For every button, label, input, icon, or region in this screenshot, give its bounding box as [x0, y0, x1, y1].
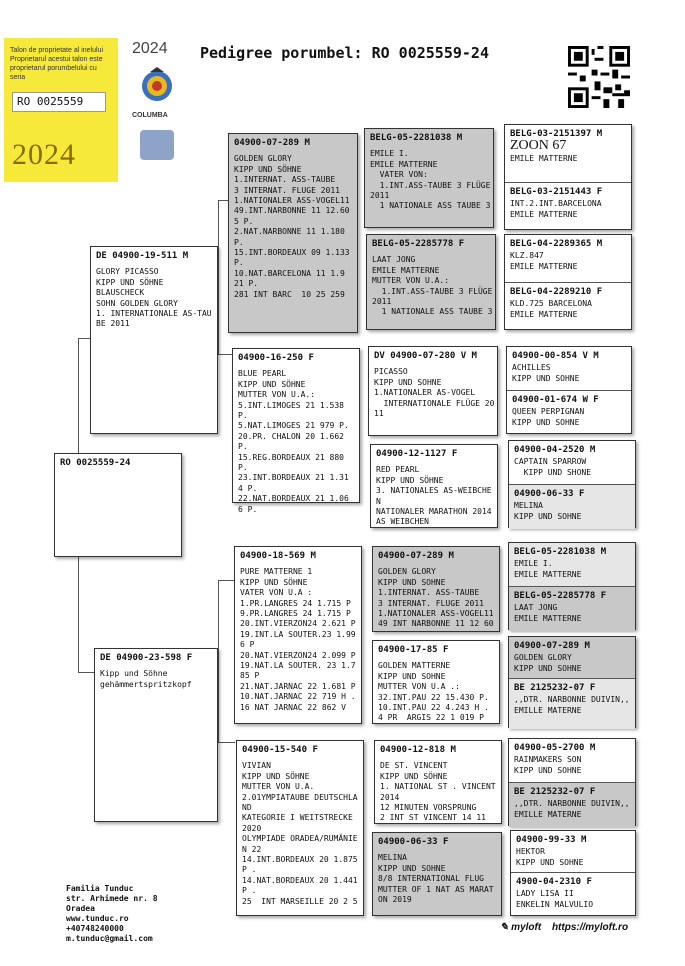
info-line: KIPP UND SÖHNE — [238, 379, 306, 389]
info-line: VATER VON: — [370, 170, 428, 180]
info-line: 14.INT.BORDEAUX 20 1.875 — [242, 855, 358, 865]
info-line: 5 P. — [234, 216, 254, 226]
info-line: MUTTER VON U.A .: — [378, 682, 460, 692]
ancestor-male — [507, 347, 631, 391]
ring-number: 04900-18-569 M — [240, 551, 316, 561]
pedigree-box-ssd — [366, 234, 496, 330]
ring-number: 04900-12-1127 F — [376, 449, 458, 459]
connector-root-dam — [78, 552, 95, 673]
info-line: 19.NAT.LA SOUTER. 23 1.7 — [240, 661, 356, 671]
info-line: KLZ.847 — [510, 251, 544, 261]
talon-text-1: Talon de proprietate al inelului — [10, 47, 104, 54]
ancestor-female — [507, 391, 631, 435]
info-line: 1.INT.ASS-TAUBE 3 FLÜGE — [372, 286, 493, 296]
info-line: INT.2.INT.BARCELONA — [510, 199, 602, 209]
info-line: 20.NAT.VIERZON24 2.099 P — [240, 650, 356, 660]
info-line: MELINA — [514, 501, 543, 511]
info-line: LAAT JONG — [514, 603, 558, 613]
info-line: 3 INTERNAT. FLUGE 2011 — [234, 185, 340, 195]
info-line: 2020 — [242, 823, 262, 833]
connector-dam-down — [218, 700, 235, 743]
info-line: 23.INT.BORDEAUX 21 1.31 — [238, 473, 349, 483]
info-line: 1.PR.LANGRES 24 1.715 P — [240, 598, 351, 608]
qr-code-icon — [568, 46, 630, 108]
pedigree-box-sss — [364, 128, 494, 228]
ring-number: 04900-04-2520 M — [514, 445, 596, 455]
info-line: 2014 — [380, 792, 400, 802]
info-line: 1.NATIONALER AS-VOGEL — [374, 388, 476, 398]
ring-number: BELG-05-2281038 M — [370, 133, 463, 143]
pedigree-box-g4-5 — [508, 542, 636, 630]
ring-number: 04900-00-854 V M — [512, 351, 599, 361]
info-line: GOLDEN MATTERNE — [378, 661, 451, 671]
info-line: 9.PR.LANGRES 24 1.715 P — [240, 609, 351, 619]
ring-number: 04900-15-540 F — [242, 745, 318, 755]
ring-number: BELG-03-2151397 M — [510, 129, 603, 139]
info-line: ENKELIN MALVULIO — [516, 899, 594, 909]
myloft-logo: myloft — [511, 922, 542, 933]
info-line: KIPP UND SOHNE — [514, 511, 582, 521]
info-line: P . — [242, 865, 257, 875]
pedigree-box-g4-2 — [504, 234, 632, 330]
info-line: 1 NATIONALE ASS TAUBE 3 — [370, 201, 491, 211]
info-line: 2.NAT.NARBONNE 11 1.180 — [234, 227, 345, 237]
info-line: EMILE MATTERNE — [510, 309, 578, 319]
talon-year: 2024 — [12, 138, 76, 171]
pedigree-box-subject — [54, 453, 182, 557]
info-line: 1.NATIONALER ASS-VOGEL11 — [234, 196, 350, 206]
ownership-talon — [4, 38, 118, 182]
pedigree-box-g4-6 — [508, 636, 636, 728]
info-line: VIVIAN — [242, 761, 271, 771]
info-line: ,,DTR. NARBONNE DUIVIN,, — [514, 695, 630, 705]
pedigree-box-g4-1 — [504, 124, 632, 230]
breeder-contact — [66, 884, 158, 944]
info-line: DE ST. VINCENT — [380, 761, 448, 771]
myloft-brand — [500, 922, 628, 933]
info-line: PURE MATTERNE 1 — [240, 567, 313, 577]
info-line: EMILE MATTERNE — [370, 159, 438, 169]
pedigree-box-g4-4 — [508, 440, 636, 528]
info-line: 4 PR ARGIS 22 1 019 P — [378, 713, 484, 723]
info-line: OLYMPIADE ORADEA/RUMÄNIE — [242, 834, 358, 844]
info-line: KIPP UND SÖHNE — [380, 771, 448, 781]
ancestor-male — [505, 125, 631, 183]
info-line: P. — [238, 463, 248, 473]
info-line: 16 NAT JARNAC 22 862 V — [240, 702, 346, 712]
info-line: P. — [234, 237, 244, 247]
info-line: 5.INT.LIMOGES 21 1.538 — [238, 400, 344, 410]
info-line: 12 MINUTEN VORSPRUNG — [380, 803, 477, 813]
info-line: 19.INT.LA SOUTER.23 1.99 — [240, 629, 356, 639]
ring-number: 04900-99-33 M — [516, 835, 587, 845]
info-line: EMILLE MATERNE — [514, 809, 582, 819]
info-line: 21 P. — [234, 279, 259, 289]
ring-number: 04900-17-85 F — [378, 645, 449, 655]
info-line: 22.NAT.BORDEAUX 21 1.06 — [238, 494, 349, 504]
info-line: 2011 — [372, 297, 392, 307]
info-line: GOLDEN GLORY — [378, 567, 436, 577]
pedigree-box-dss — [372, 546, 500, 632]
ring-number: 04900-07-289 M — [234, 138, 310, 148]
ring-number: 4900-04-2310 F — [516, 877, 592, 887]
info-line: EMILE I. — [370, 149, 409, 159]
pedigree-box-dds — [374, 740, 502, 824]
info-line: 10.INT.PAU 22 4.243 H . — [378, 703, 489, 713]
info-line: KIPP UND SOHNE — [378, 577, 446, 587]
info-line: LADY LISA II — [516, 889, 574, 899]
info-line: EMILLE MATERNE — [514, 705, 582, 715]
info-line: MUTTER VON U.A.: — [372, 276, 450, 286]
pedigree-box-dam — [94, 648, 218, 822]
ring-number: 04900-05-2700 M — [514, 743, 596, 753]
info-line: KIPP UND SÖHNE — [240, 577, 308, 587]
info-line: 3. NATIONALES AS-WEIBCHE — [376, 486, 492, 496]
ring-number: BELG-04-2289365 M — [510, 239, 603, 249]
ancestor-male — [511, 831, 635, 873]
ring-number: BELG-05-2285778 F — [372, 239, 465, 249]
ring-number: 04900-01-674 W F — [512, 395, 599, 405]
ancestor-male — [505, 235, 631, 283]
ancestor-male — [509, 543, 635, 587]
ancestor-female — [509, 679, 635, 729]
info-line: GOLDEN GLORY — [234, 154, 292, 164]
info-line: CAPTAIN SPARROW — [514, 457, 587, 467]
ring-number: BELG-03-2151443 F — [510, 187, 603, 197]
info-line: P. — [238, 442, 248, 452]
info-line: EMILE MATTERNE — [372, 265, 440, 275]
info-line: 11 — [374, 409, 384, 419]
breeder-name: Familia Tunduc — [66, 884, 134, 893]
info-line: AS WEIBCHEN — [376, 517, 429, 527]
pedigree-box-sire-sire — [228, 133, 358, 333]
info-line: EMILE MATTERNE — [510, 261, 578, 271]
info-line: 1.INTERNAT. ASS-TAUBE — [378, 588, 480, 598]
info-line: VATER VON U.A : — [240, 588, 313, 598]
pedigree-box-sire — [90, 246, 218, 434]
info-line: 10.NAT.JARNAC 22 719 H . — [240, 692, 356, 702]
breeder-city: Oradea — [66, 904, 95, 913]
info-line: KIPP UND SOHNE — [512, 417, 580, 427]
page-title: Pedigree porumbel: RO 0025559-24 — [200, 44, 489, 62]
info-line: KIPP UND SOHNE — [374, 377, 442, 387]
pedigree-box-dsd — [372, 640, 500, 724]
pedigree-box-dam-dam — [236, 740, 364, 916]
info-line: 2011 — [370, 191, 390, 201]
info-line: 8/8 INTERNATIONAL FLUG — [378, 874, 484, 884]
info-line: KIPP UND SOHNE — [516, 857, 584, 867]
info-line: QUEEN PERPIGNAN — [512, 407, 585, 417]
info-line: 14.NAT.BORDEAUX 20 1.441 — [242, 875, 358, 885]
info-line: 2.01YMPIATAUBE DEUTSCHLA — [242, 792, 358, 802]
info-line: N — [376, 496, 381, 506]
info-line: EMILE MATTERNE — [514, 569, 582, 579]
info-line: RAINMAKERS SON — [514, 755, 582, 765]
ancestor-female — [505, 183, 631, 231]
ancestor-female — [509, 783, 635, 827]
ancestor-female — [509, 587, 635, 631]
ancestor-female — [505, 283, 631, 331]
pedigree-box-g4-7 — [508, 738, 636, 826]
info-line: ACHILLES — [512, 363, 551, 373]
info-line: 21.NAT.JARNAC 22 1.681 P — [240, 681, 356, 691]
ring-number: BE 2125232-07 F — [514, 787, 596, 797]
info-line: KATEGORIE I WEITSTRECKE — [242, 813, 353, 823]
info-line: GLORY PICASSO — [96, 267, 159, 277]
info-line: LAAT JONG — [372, 255, 416, 265]
info-line: BLUE PEARL — [238, 369, 287, 379]
info-line: 49.INT.NARBONNE 11 12.60 — [234, 206, 350, 216]
info-line: gehämmertspritzkopf — [100, 679, 192, 689]
ancestor-male — [509, 637, 635, 679]
info-line: KIPP UND SÖHNE — [96, 277, 164, 287]
info-line: KIPP UND SÖHNE — [242, 771, 310, 781]
pedigree-box-g4-8 — [510, 830, 636, 916]
breeder-street: str. Arhimede nr. 8 — [66, 894, 158, 903]
info-line: 6 P. — [238, 504, 258, 514]
columba-logo-icon — [140, 66, 174, 106]
pedigree-box-ddd — [372, 832, 502, 916]
info-line: P. — [238, 411, 248, 421]
info-line: EMILE MATTERNE — [510, 209, 578, 219]
ring-number: 04900-07-289 M — [514, 641, 590, 651]
info-line: 20.PR. CHALON 20 1.662 — [238, 431, 344, 441]
info-line: MELINA — [378, 853, 407, 863]
columba-label: COLUMBA — [132, 112, 168, 119]
info-line: MUTTER VON U.A. — [242, 782, 315, 792]
ring-number: BELG-04-2289210 F — [510, 287, 603, 297]
handwritten-note: ZOON 67 — [510, 138, 567, 154]
info-line: 1.NATIONALER ASS-VOGEL11 — [378, 609, 494, 619]
ancestor-male — [509, 739, 635, 783]
info-line: Kipp und Söhne — [100, 669, 168, 679]
info-line: KLD.725 BARCELONA — [510, 299, 592, 309]
info-line: 25 INT MARSEILLE 20 2 5 — [242, 896, 358, 906]
info-line: 10.NAT.BARCELONA 11 1.9 — [234, 268, 345, 278]
info-line: MUTTER VON U.A.: — [238, 390, 316, 400]
ring-number: 04900-12-818 M — [380, 745, 456, 755]
pedigree-box-sds — [368, 346, 498, 436]
pedigree-box-g4-3 — [506, 346, 632, 434]
info-line: 20.INT.VIERZON24 2.621 P — [240, 619, 356, 629]
talon-text-3: proprietarul porumbelului cu seria — [10, 65, 97, 81]
info-line: PICASSO — [374, 367, 408, 377]
info-line: NATIONALER MARATHON 2014 — [376, 507, 492, 517]
info-line: 1. NATIONAL ST . VINCENT — [380, 782, 496, 792]
info-line: RED PEARL — [376, 465, 420, 475]
ring-number: 04900-16-250 F — [238, 353, 314, 363]
info-line: 4 P. — [238, 483, 258, 493]
info-line: KIPP UND SHONE — [514, 467, 592, 477]
info-line: EMILE I. — [514, 559, 553, 569]
season-year: 2024 — [132, 40, 168, 57]
ring-number: DE 04900-23-598 F — [100, 653, 193, 663]
info-line: P . — [242, 886, 257, 896]
ring-number: BELG-05-2281038 M — [514, 547, 607, 557]
info-line: 1. INTERNATIONALE AS-TAU — [96, 309, 212, 319]
pedigree-box-sire-dam — [232, 348, 360, 514]
info-line: KIPP UND SOHNE — [378, 863, 446, 873]
info-line: ON 2019 — [378, 895, 412, 905]
ancestor-female — [511, 873, 635, 917]
info-line: 1 NATIONALE ASS TAUBE 3 — [372, 307, 493, 317]
info-line: 49 INT NARBONNE 11 12 60 — [378, 619, 494, 629]
ancestor-male — [509, 441, 635, 485]
ancestor-female — [509, 485, 635, 529]
breeder-phone: +40748240000 — [66, 924, 124, 933]
pigeon-wing-icon: ✎ — [500, 922, 509, 933]
talon-ring-number: RO 0025559 — [12, 92, 106, 112]
info-line: 281 INT BARC 10 25 259 — [234, 289, 345, 299]
info-line: BLAUSCHECK — [96, 288, 145, 298]
info-line: SOHN GOLDEN GLORY — [96, 298, 178, 308]
info-line: N 22 — [242, 844, 262, 854]
info-line: KIPP UND SOHNE — [514, 663, 582, 673]
info-line: 32.INT.PAU 22 15.430 P. — [378, 692, 489, 702]
info-line: 1.INTERNAT. ASS-TAUBE — [234, 175, 336, 185]
breeder-email[interactable]: m.tunduc@gmail.com — [66, 934, 153, 943]
info-line: 5.NAT.LIMOGES 21 979 P. — [238, 421, 349, 431]
info-line: MUTTER OF 1 NAT AS MARAT — [378, 884, 494, 894]
connector-dam-up — [218, 580, 235, 701]
breeder-website[interactable]: www.tunduc.ro — [66, 914, 129, 923]
talon-text-2: Proprietarul acestui talon este — [10, 56, 103, 63]
info-line: 15.REG.BORDEAUX 21 880 — [238, 452, 344, 462]
info-line: 85 P — [240, 671, 260, 681]
info-line: KIPP UND SOHNE — [512, 373, 580, 383]
info-line: KIPP UND SÖHNE — [234, 164, 302, 174]
info-line: P. — [234, 258, 244, 268]
info-line: GOLDEN GLORY — [514, 653, 572, 663]
ring-number: DV 04900-07-280 V M — [374, 351, 477, 361]
ring-number: BE 2125232-07 F — [514, 683, 596, 693]
info-line: EMILE MATTERNE — [514, 613, 582, 623]
info-line: INTERNATIONALE FLÜGE 20 — [374, 398, 495, 408]
ring-number: 04900-06-33 F — [514, 489, 585, 499]
ring-number: RO 0025559-24 — [60, 458, 131, 468]
info-line: 6 P — [240, 640, 255, 650]
myloft-url[interactable]: https://myloft.ro — [551, 922, 629, 933]
ring-number: DE 04900-19-511 M — [96, 251, 189, 261]
info-line: 3 INTERNAT. FLUGE 2011 — [378, 598, 484, 608]
info-line: 2 INT ST VINCENT 14 11 — [380, 813, 486, 823]
pedigree-box-sdd — [370, 444, 498, 528]
info-line: ,,DTR. NARBONNE DUIVIN,, — [514, 799, 630, 809]
info-line: BE 2011 — [96, 319, 130, 329]
info-line: HEKTOR — [516, 847, 545, 857]
info-line: 15.INT.BORDEAUX 09 1.133 — [234, 248, 350, 258]
pedigree-box-dam-sire — [234, 546, 362, 724]
info-line: KIPP UND SOHNE — [378, 671, 446, 681]
info-line: ND — [242, 803, 252, 813]
info-line: 1.INT.ASS-TAUBE 3 FLÜGE — [370, 180, 491, 190]
info-line: EMILE MATTERNE — [510, 153, 578, 163]
pigeon-emblem-icon — [140, 130, 174, 160]
info-line: KIPP UND SÖHNE — [376, 475, 444, 485]
ring-number: BELG-05-2285778 F — [514, 591, 607, 601]
info-line: KIPP UND SOHNE — [514, 765, 582, 775]
ring-number: 04900-06-33 F — [378, 837, 449, 847]
ring-number: 04900-07-289 M — [378, 551, 454, 561]
